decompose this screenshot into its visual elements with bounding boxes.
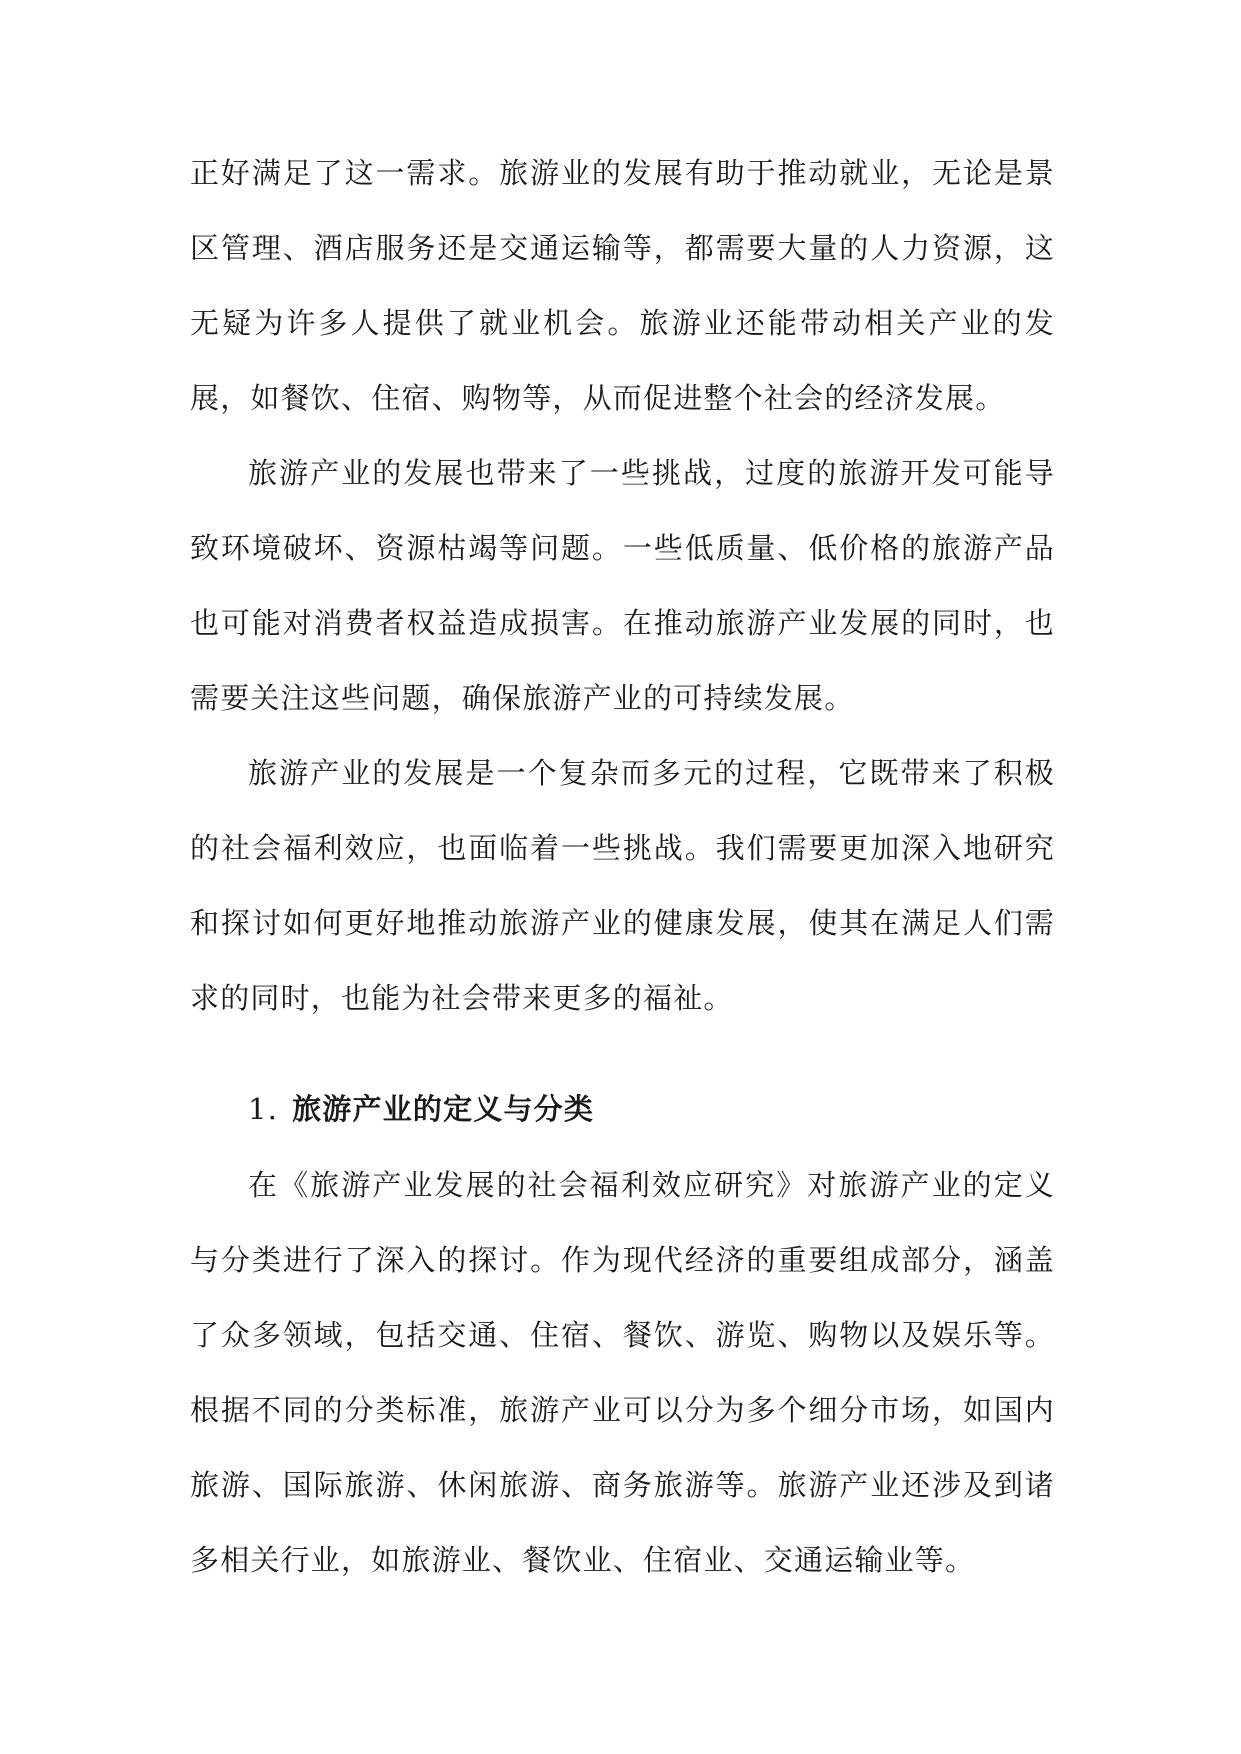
section-title: 旅游产业的定义与分类 [292, 1092, 595, 1126]
section-body-paragraph: 在《旅游产业发展的社会福利效应研究》对旅游产业的定义与分类进行了深入的探讨。作为现代经济的重要组成部分，涵盖了众多领域，包括交通、住宿、餐饮、游览、购物以及娱乐等。根据不同的分类标准，旅游产业可以分为多个细分市场，如国内旅游、国际旅游、休闲旅游、商务旅游等。旅游产业还涉及到诸多相关行业，如旅游业、餐饮业、住宿业、交通运输业等。 [190, 1168, 1055, 1577]
paragraph-continuation: 正好满足了这一需求。旅游业的发展有助于推动就业，无论是景区管理、酒店服务还是交通运输等，都需要大量的人力资源，这无疑为许多人提供了就业机会。旅游业还能带动相关产业的发展，如餐饮、住宿、购物等，从而促进整个社会的经济发展。 [190, 156, 1055, 415]
paragraph-challenges: 旅游产业的发展也带来了一些挑战，过度的旅游开发可能导致环境破坏、资源枯竭等问题。一些低质量、低价格的旅游产品也可能对消费者权益造成损害。在推动旅游产业发展的同时，也需要关注这些问题，确保旅游产业的可持续发展。 [190, 456, 1055, 715]
section-heading [248, 1072, 1008, 1147]
paragraph-summary: 旅游产业的发展是一个复杂而多元的过程，它既带来了积极的社会福利效应，也面临着一些挑战。我们需要更加深入地研究和探讨如何更好地推动旅游产业的健康发展，使其在满足人们需求的同时，也能为社会带来更多的福祉。 [190, 756, 1055, 1015]
section-number: 1. [248, 1092, 279, 1126]
